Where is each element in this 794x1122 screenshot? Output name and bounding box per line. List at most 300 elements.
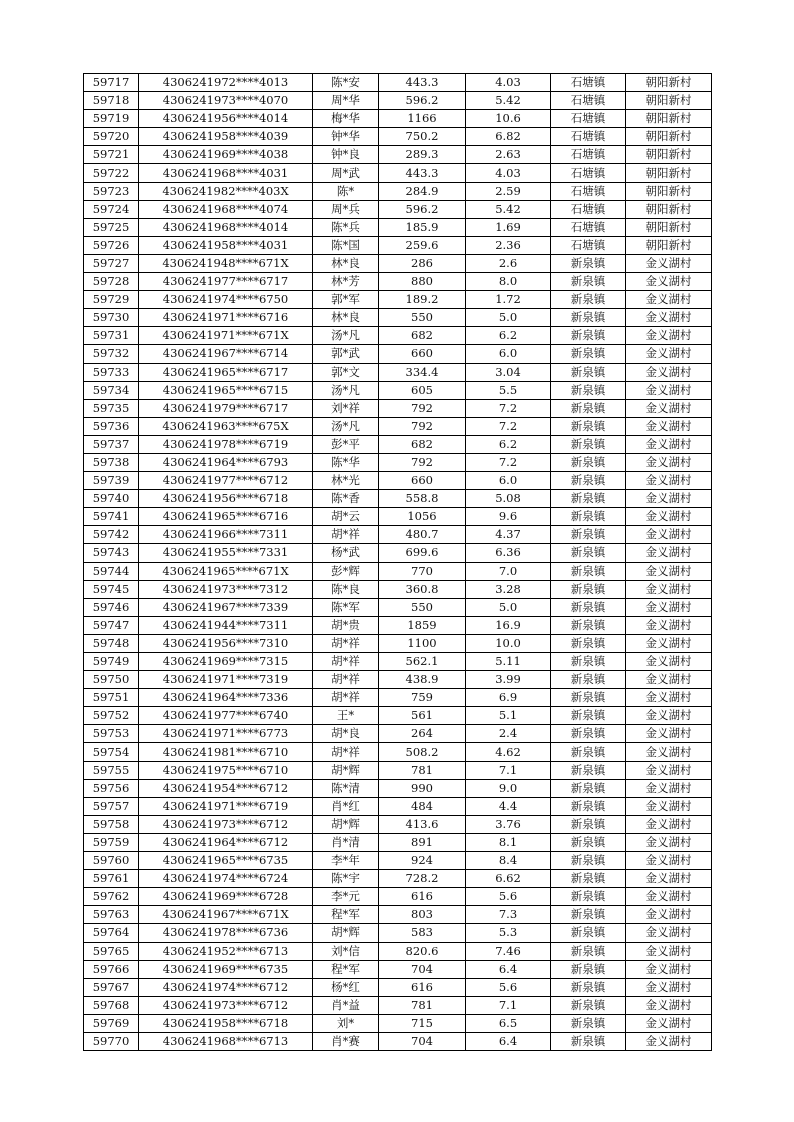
- seq-cell: 59767: [84, 978, 139, 996]
- seq-cell: 59725: [84, 218, 139, 236]
- amount-cell: 413.6: [379, 815, 466, 833]
- id-number-cell: 4306241955****7331: [139, 544, 313, 562]
- name-cell: 李*年: [313, 852, 379, 870]
- town-cell: 新泉镇: [551, 453, 626, 471]
- seq-cell: 59766: [84, 960, 139, 978]
- village-cell: 金义湖村: [626, 779, 712, 797]
- id-number-cell: 4306241952****6713: [139, 942, 313, 960]
- town-cell: 新泉镇: [551, 544, 626, 562]
- amount-cell: 334.4: [379, 363, 466, 381]
- seq-cell: 59729: [84, 291, 139, 309]
- name-cell: 胡*祥: [313, 634, 379, 652]
- value-cell: 5.5: [466, 381, 551, 399]
- name-cell: 彭*辉: [313, 562, 379, 580]
- value-cell: 7.2: [466, 453, 551, 471]
- value-cell: 2.63: [466, 146, 551, 164]
- table-row: [84, 381, 712, 399]
- town-cell: 石塘镇: [551, 164, 626, 182]
- id-number-cell: 4306241956****6718: [139, 490, 313, 508]
- village-cell: 金义湖村: [626, 653, 712, 671]
- value-cell: 2.36: [466, 236, 551, 254]
- table-row: [84, 761, 712, 779]
- value-cell: 7.2: [466, 417, 551, 435]
- table-row: [84, 924, 712, 942]
- amount-cell: 1100: [379, 634, 466, 652]
- name-cell: 梅*华: [313, 110, 379, 128]
- table-row: [84, 1014, 712, 1032]
- name-cell: 彭*平: [313, 435, 379, 453]
- id-number-cell: 4306241973****7312: [139, 580, 313, 598]
- seq-cell: 59768: [84, 996, 139, 1014]
- amount-cell: 781: [379, 761, 466, 779]
- amount-cell: 360.8: [379, 580, 466, 598]
- town-cell: 新泉镇: [551, 942, 626, 960]
- village-cell: 金义湖村: [626, 562, 712, 580]
- village-cell: 金义湖村: [626, 580, 712, 598]
- name-cell: 汤*凡: [313, 327, 379, 345]
- value-cell: 5.6: [466, 888, 551, 906]
- village-cell: 金义湖村: [626, 634, 712, 652]
- seq-cell: 59757: [84, 797, 139, 815]
- town-cell: 石塘镇: [551, 200, 626, 218]
- village-cell: 金义湖村: [626, 472, 712, 490]
- id-number-cell: 4306241971****671X: [139, 327, 313, 345]
- amount-cell: 704: [379, 960, 466, 978]
- village-cell: 金义湖村: [626, 906, 712, 924]
- name-cell: 钟*华: [313, 128, 379, 146]
- name-cell: 陈*香: [313, 490, 379, 508]
- town-cell: 新泉镇: [551, 490, 626, 508]
- value-cell: 6.36: [466, 544, 551, 562]
- town-cell: 新泉镇: [551, 707, 626, 725]
- name-cell: 林*良: [313, 254, 379, 272]
- value-cell: 7.1: [466, 761, 551, 779]
- amount-cell: 728.2: [379, 870, 466, 888]
- village-cell: 金义湖村: [626, 888, 712, 906]
- table-row: [84, 146, 712, 164]
- value-cell: 6.5: [466, 1014, 551, 1032]
- value-cell: 3.99: [466, 671, 551, 689]
- name-cell: 程*军: [313, 960, 379, 978]
- seq-cell: 59765: [84, 942, 139, 960]
- id-number-cell: 4306241981****6710: [139, 743, 313, 761]
- id-number-cell: 4306241975****6710: [139, 761, 313, 779]
- value-cell: 9.0: [466, 779, 551, 797]
- table-row: [84, 779, 712, 797]
- value-cell: 5.11: [466, 653, 551, 671]
- town-cell: 石塘镇: [551, 74, 626, 92]
- id-number-cell: 4306241958****4039: [139, 128, 313, 146]
- seq-cell: 59750: [84, 671, 139, 689]
- name-cell: 杨*武: [313, 544, 379, 562]
- name-cell: 王*: [313, 707, 379, 725]
- value-cell: 6.0: [466, 472, 551, 490]
- amount-cell: 715: [379, 1014, 466, 1032]
- value-cell: 1.69: [466, 218, 551, 236]
- table-row: [84, 689, 712, 707]
- town-cell: 新泉镇: [551, 598, 626, 616]
- seq-cell: 59720: [84, 128, 139, 146]
- table-row: [84, 363, 712, 381]
- table-row: [84, 870, 712, 888]
- seq-cell: 59722: [84, 164, 139, 182]
- seq-cell: 59748: [84, 634, 139, 652]
- village-cell: 朝阳新村: [626, 146, 712, 164]
- id-number-cell: 4306241964****6793: [139, 453, 313, 471]
- seq-cell: 59769: [84, 1014, 139, 1032]
- value-cell: 8.4: [466, 852, 551, 870]
- town-cell: 新泉镇: [551, 472, 626, 490]
- town-cell: 新泉镇: [551, 273, 626, 291]
- id-number-cell: 4306241967****671X: [139, 906, 313, 924]
- value-cell: 4.62: [466, 743, 551, 761]
- village-cell: 金义湖村: [626, 725, 712, 743]
- seq-cell: 59731: [84, 327, 139, 345]
- id-number-cell: 4306241982****403X: [139, 182, 313, 200]
- name-cell: 胡*祥: [313, 689, 379, 707]
- name-cell: 陈*安: [313, 74, 379, 92]
- name-cell: 刘*祥: [313, 399, 379, 417]
- table-row: [84, 128, 712, 146]
- table-row: [84, 236, 712, 254]
- id-number-cell: 4306241968****4031: [139, 164, 313, 182]
- village-cell: 金义湖村: [626, 327, 712, 345]
- amount-cell: 792: [379, 453, 466, 471]
- value-cell: 7.3: [466, 906, 551, 924]
- table-row: [84, 888, 712, 906]
- value-cell: 6.0: [466, 345, 551, 363]
- name-cell: 陈*军: [313, 598, 379, 616]
- seq-cell: 59760: [84, 852, 139, 870]
- name-cell: 陈*清: [313, 779, 379, 797]
- value-cell: 5.08: [466, 490, 551, 508]
- amount-cell: 792: [379, 399, 466, 417]
- village-cell: 金义湖村: [626, 815, 712, 833]
- name-cell: 汤*凡: [313, 381, 379, 399]
- village-cell: 金义湖村: [626, 924, 712, 942]
- name-cell: 郭*文: [313, 363, 379, 381]
- seq-cell: 59718: [84, 92, 139, 110]
- name-cell: 陈*良: [313, 580, 379, 598]
- amount-cell: 750.2: [379, 128, 466, 146]
- seq-cell: 59727: [84, 254, 139, 272]
- table-row: [84, 291, 712, 309]
- table-row: [84, 526, 712, 544]
- amount-cell: 616: [379, 888, 466, 906]
- id-number-cell: 4306241973****6712: [139, 815, 313, 833]
- seq-cell: 59738: [84, 453, 139, 471]
- id-number-cell: 4306241969****7315: [139, 653, 313, 671]
- village-cell: 金义湖村: [626, 833, 712, 851]
- table-row: [84, 327, 712, 345]
- table-row: [84, 960, 712, 978]
- id-number-cell: 4306241978****6719: [139, 435, 313, 453]
- table-row: [84, 435, 712, 453]
- name-cell: 刘*信: [313, 942, 379, 960]
- town-cell: 新泉镇: [551, 1014, 626, 1032]
- amount-cell: 443.3: [379, 74, 466, 92]
- table-row: [84, 707, 712, 725]
- seq-cell: 59736: [84, 417, 139, 435]
- amount-cell: 660: [379, 472, 466, 490]
- id-number-cell: 4306241967****6714: [139, 345, 313, 363]
- town-cell: 新泉镇: [551, 254, 626, 272]
- name-cell: 程*军: [313, 906, 379, 924]
- amount-cell: 759: [379, 689, 466, 707]
- town-cell: 新泉镇: [551, 634, 626, 652]
- seq-cell: 59744: [84, 562, 139, 580]
- table-row: [84, 345, 712, 363]
- id-number-cell: 4306241974****6750: [139, 291, 313, 309]
- town-cell: 新泉镇: [551, 779, 626, 797]
- table-row: [84, 490, 712, 508]
- seq-cell: 59739: [84, 472, 139, 490]
- value-cell: 6.62: [466, 870, 551, 888]
- name-cell: 肖*益: [313, 996, 379, 1014]
- name-cell: 肖*赛: [313, 1032, 379, 1050]
- amount-cell: 605: [379, 381, 466, 399]
- name-cell: 杨*红: [313, 978, 379, 996]
- seq-cell: 59763: [84, 906, 139, 924]
- id-number-cell: 4306241969****4038: [139, 146, 313, 164]
- town-cell: 新泉镇: [551, 526, 626, 544]
- seq-cell: 59746: [84, 598, 139, 616]
- name-cell: 胡*云: [313, 508, 379, 526]
- name-cell: 钟*良: [313, 146, 379, 164]
- value-cell: 10.6: [466, 110, 551, 128]
- amount-cell: 583: [379, 924, 466, 942]
- town-cell: 新泉镇: [551, 870, 626, 888]
- seq-cell: 59737: [84, 435, 139, 453]
- table-row: [84, 74, 712, 92]
- village-cell: 朝阳新村: [626, 74, 712, 92]
- name-cell: 李*元: [313, 888, 379, 906]
- amount-cell: 443.3: [379, 164, 466, 182]
- amount-cell: 891: [379, 833, 466, 851]
- table-row: [84, 309, 712, 327]
- village-cell: 金义湖村: [626, 417, 712, 435]
- seq-cell: 59724: [84, 200, 139, 218]
- town-cell: 新泉镇: [551, 616, 626, 634]
- amount-cell: 1166: [379, 110, 466, 128]
- village-cell: 金义湖村: [626, 743, 712, 761]
- name-cell: 胡*贵: [313, 616, 379, 634]
- amount-cell: 1056: [379, 508, 466, 526]
- value-cell: 4.37: [466, 526, 551, 544]
- name-cell: 胡*辉: [313, 761, 379, 779]
- table-row: [84, 580, 712, 598]
- amount-cell: 596.2: [379, 200, 466, 218]
- table-row: [84, 797, 712, 815]
- village-cell: 金义湖村: [626, 254, 712, 272]
- table-row: [84, 815, 712, 833]
- table-row: [84, 942, 712, 960]
- value-cell: 7.1: [466, 996, 551, 1014]
- value-cell: 4.03: [466, 164, 551, 182]
- id-number-cell: 4306241968****6713: [139, 1032, 313, 1050]
- town-cell: 新泉镇: [551, 671, 626, 689]
- name-cell: 汤*凡: [313, 417, 379, 435]
- name-cell: 肖*红: [313, 797, 379, 815]
- table-row: [84, 164, 712, 182]
- table-row: [84, 508, 712, 526]
- table-row: [84, 616, 712, 634]
- seq-cell: 59749: [84, 653, 139, 671]
- village-cell: 金义湖村: [626, 435, 712, 453]
- amount-cell: 264: [379, 725, 466, 743]
- id-number-cell: 4306241944****7311: [139, 616, 313, 634]
- village-cell: 金义湖村: [626, 345, 712, 363]
- amount-cell: 259.6: [379, 236, 466, 254]
- table-row: [84, 562, 712, 580]
- town-cell: 新泉镇: [551, 743, 626, 761]
- town-cell: 新泉镇: [551, 689, 626, 707]
- table-row: [84, 453, 712, 471]
- village-cell: 金义湖村: [626, 508, 712, 526]
- id-number-cell: 4306241974****6712: [139, 978, 313, 996]
- value-cell: 2.59: [466, 182, 551, 200]
- town-cell: 新泉镇: [551, 996, 626, 1014]
- town-cell: 新泉镇: [551, 435, 626, 453]
- id-number-cell: 4306241956****7310: [139, 634, 313, 652]
- amount-cell: 596.2: [379, 92, 466, 110]
- amount-cell: 880: [379, 273, 466, 291]
- amount-cell: 289.3: [379, 146, 466, 164]
- amount-cell: 616: [379, 978, 466, 996]
- seq-cell: 59756: [84, 779, 139, 797]
- town-cell: 石塘镇: [551, 146, 626, 164]
- name-cell: 陈*国: [313, 236, 379, 254]
- id-number-cell: 4306241973****6712: [139, 996, 313, 1014]
- value-cell: 5.1: [466, 707, 551, 725]
- id-number-cell: 4306241948****671X: [139, 254, 313, 272]
- seq-cell: 59726: [84, 236, 139, 254]
- town-cell: 新泉镇: [551, 653, 626, 671]
- table-row: [84, 852, 712, 870]
- amount-cell: 484: [379, 797, 466, 815]
- seq-cell: 59741: [84, 508, 139, 526]
- name-cell: 陈*华: [313, 453, 379, 471]
- name-cell: 林*芳: [313, 273, 379, 291]
- town-cell: 新泉镇: [551, 924, 626, 942]
- value-cell: 7.2: [466, 399, 551, 417]
- amount-cell: 803: [379, 906, 466, 924]
- town-cell: 石塘镇: [551, 218, 626, 236]
- table-row: [84, 725, 712, 743]
- name-cell: 林*光: [313, 472, 379, 490]
- table-row: [84, 634, 712, 652]
- value-cell: 6.9: [466, 689, 551, 707]
- amount-cell: 820.6: [379, 942, 466, 960]
- seq-cell: 59753: [84, 725, 139, 743]
- town-cell: 新泉镇: [551, 580, 626, 598]
- name-cell: 陈*宇: [313, 870, 379, 888]
- table-row: [84, 996, 712, 1014]
- village-cell: 金义湖村: [626, 852, 712, 870]
- amount-cell: 770: [379, 562, 466, 580]
- value-cell: 1.72: [466, 291, 551, 309]
- village-cell: 金义湖村: [626, 616, 712, 634]
- amount-cell: 682: [379, 435, 466, 453]
- id-number-cell: 4306241963****675X: [139, 417, 313, 435]
- amount-cell: 550: [379, 598, 466, 616]
- table-row: [84, 200, 712, 218]
- name-cell: 胡*祥: [313, 653, 379, 671]
- name-cell: 周*武: [313, 164, 379, 182]
- value-cell: 6.82: [466, 128, 551, 146]
- value-cell: 6.4: [466, 1032, 551, 1050]
- village-cell: 金义湖村: [626, 381, 712, 399]
- value-cell: 3.28: [466, 580, 551, 598]
- id-number-cell: 4306241965****671X: [139, 562, 313, 580]
- village-cell: 金义湖村: [626, 689, 712, 707]
- village-cell: 金义湖村: [626, 1014, 712, 1032]
- value-cell: 3.04: [466, 363, 551, 381]
- id-number-cell: 4306241965****6715: [139, 381, 313, 399]
- amount-cell: 286: [379, 254, 466, 272]
- value-cell: 5.6: [466, 978, 551, 996]
- village-cell: 朝阳新村: [626, 182, 712, 200]
- amount-cell: 990: [379, 779, 466, 797]
- table-row: [84, 653, 712, 671]
- seq-cell: 59764: [84, 924, 139, 942]
- id-number-cell: 4306241964****6712: [139, 833, 313, 851]
- id-number-cell: 4306241964****7336: [139, 689, 313, 707]
- seq-cell: 59721: [84, 146, 139, 164]
- id-number-cell: 4306241971****6773: [139, 725, 313, 743]
- seq-cell: 59747: [84, 616, 139, 634]
- table-row: [84, 906, 712, 924]
- table-row: [84, 743, 712, 761]
- village-cell: 金义湖村: [626, 291, 712, 309]
- id-number-cell: 4306241958****4031: [139, 236, 313, 254]
- id-number-cell: 4306241965****6735: [139, 852, 313, 870]
- town-cell: 新泉镇: [551, 309, 626, 327]
- seq-cell: 59728: [84, 273, 139, 291]
- amount-cell: 185.9: [379, 218, 466, 236]
- seq-cell: 59758: [84, 815, 139, 833]
- amount-cell: 781: [379, 996, 466, 1014]
- town-cell: 新泉镇: [551, 327, 626, 345]
- town-cell: 新泉镇: [551, 797, 626, 815]
- town-cell: 新泉镇: [551, 815, 626, 833]
- village-cell: 朝阳新村: [626, 92, 712, 110]
- amount-cell: 682: [379, 327, 466, 345]
- town-cell: 新泉镇: [551, 417, 626, 435]
- village-cell: 金义湖村: [626, 598, 712, 616]
- amount-cell: 284.9: [379, 182, 466, 200]
- seq-cell: 59770: [84, 1032, 139, 1050]
- amount-cell: 1859: [379, 616, 466, 634]
- seq-cell: 59745: [84, 580, 139, 598]
- table-row: [84, 978, 712, 996]
- value-cell: 4.03: [466, 74, 551, 92]
- name-cell: 郭*军: [313, 291, 379, 309]
- town-cell: 新泉镇: [551, 399, 626, 417]
- village-cell: 金义湖村: [626, 544, 712, 562]
- name-cell: 肖*清: [313, 833, 379, 851]
- amount-cell: 480.7: [379, 526, 466, 544]
- town-cell: 新泉镇: [551, 1032, 626, 1050]
- village-cell: 金义湖村: [626, 273, 712, 291]
- table-row: [84, 92, 712, 110]
- town-cell: 新泉镇: [551, 906, 626, 924]
- table-row: [84, 671, 712, 689]
- amount-cell: 562.1: [379, 653, 466, 671]
- village-cell: 金义湖村: [626, 870, 712, 888]
- table-row: [84, 472, 712, 490]
- value-cell: 5.42: [466, 92, 551, 110]
